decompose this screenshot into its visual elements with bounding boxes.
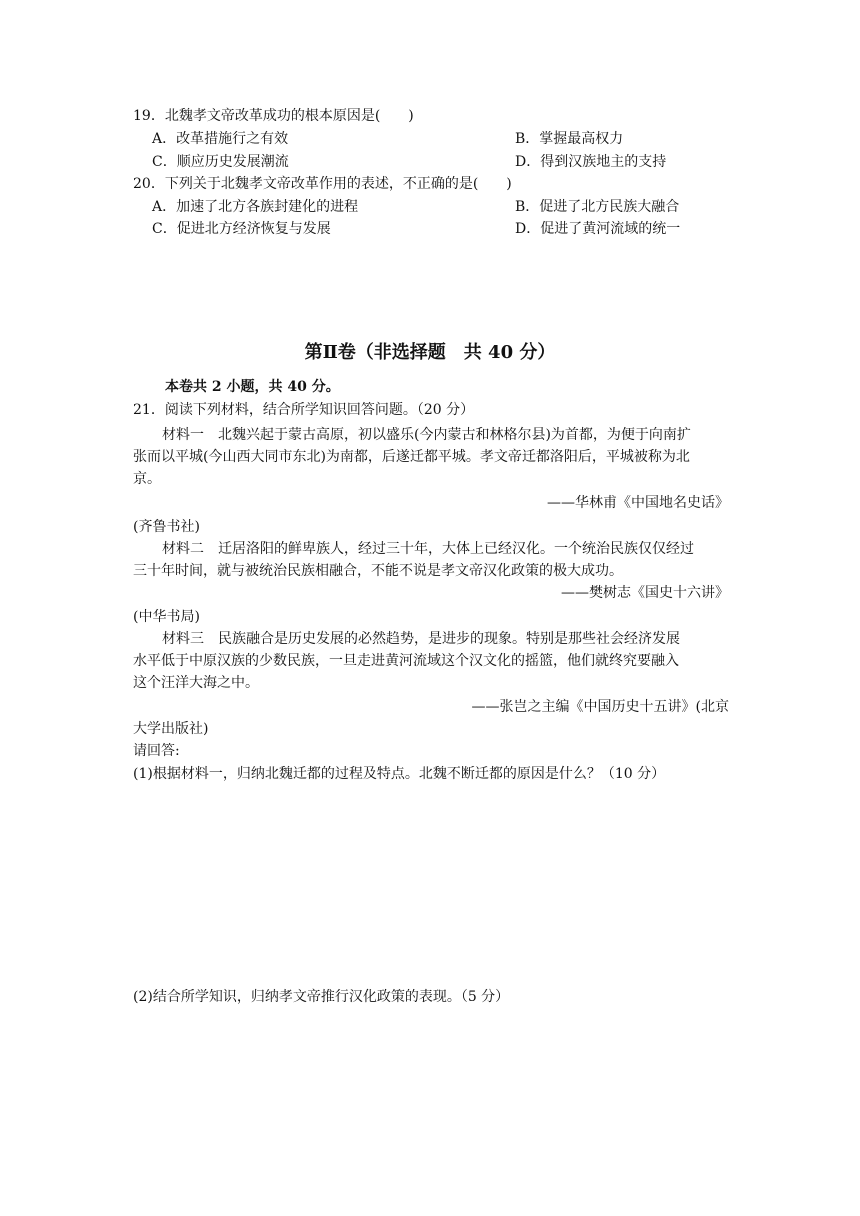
material-2-line-2: 三十年时间，就与被统治民族相融合，不能不说是孝文帝汉化政策的极大成功。 (133, 563, 623, 579)
section-note: 本卷共 2 小题，共 40 分。 (165, 379, 340, 395)
q21-stem: 21．阅读下列材料，结合所学知识回答问题。（20 分） (133, 402, 475, 418)
material-1-publisher: (齐鲁书社) (133, 519, 200, 535)
q20-option-b: B．促进了北方民族大融合 (515, 199, 680, 215)
answer-prompt: 请回答: (133, 743, 180, 759)
q19-option-c: C．顺应历史发展潮流 (152, 154, 289, 170)
material-3-line-3: 这个汪洋大海之中。 (133, 675, 259, 691)
material-3-line-1: 材料三 民族融合是历史发展的必然趋势，是进步的现象。特别是那些社会经济发展 (162, 631, 680, 647)
material-1-line-3: 京。 (133, 471, 161, 487)
material-2-source: ——樊树志《国史十六讲》 (561, 585, 729, 601)
material-1-line-2: 张而以平城(今山西大同市东北)为南都，后遂迁都平城。孝文帝迁都洛阳后，平城被称为北 (133, 449, 690, 465)
q19-stem: 19．北魏孝文帝改革成功的根本原因是( ) (133, 108, 414, 124)
material-3-source: ——张岂之主编《中国历史十五讲》(北京 (471, 699, 729, 715)
section-title: 第Ⅱ卷（非选择题 共 40 分） (304, 342, 556, 363)
material-3-publisher: 大学出版社) (133, 721, 209, 737)
q20-option-a: A．加速了北方各族封建化的进程 (152, 199, 359, 215)
material-2-line-1: 材料二 迁居洛阳的鲜卑族人，经过三十年，大体上已经汉化。一个统治民族仅仅经过 (162, 541, 694, 557)
q19-option-b: B．掌握最高权力 (515, 131, 624, 147)
q19-option-d: D．得到汉族地主的支持 (515, 154, 667, 170)
material-1-source: ——华林甫《中国地名史话》 (547, 495, 729, 511)
q20-option-c: C．促进北方经济恢复与发展 (152, 221, 331, 237)
material-3-line-2: 水平低于中原汉族的少数民族，一旦走进黄河流域这个汉文化的摇篮，他们就终究要融入 (133, 653, 679, 669)
q19-option-a: A．改革措施行之有效 (152, 131, 289, 147)
sub-question-2: (2)结合所学知识，归纳孝文帝推行汉化政策的表现。（5 分） (133, 989, 510, 1005)
q20-stem: 20．下列关于北魏孝文帝改革作用的表述，不正确的是( ) (133, 176, 512, 192)
material-2-publisher: (中华书局) (133, 609, 200, 625)
material-1-line-1: 材料一 北魏兴起于蒙古高原，初以盛乐(今内蒙古和林格尔县)为首都，为便于向南扩 (162, 427, 691, 443)
sub-question-1: (1)根据材料一，归纳北魏迁都的过程及特点。北魏不断迁都的原因是什么？（10 分） (133, 766, 666, 782)
q20-option-d: D．促进了黄河流域的统一 (515, 221, 681, 237)
